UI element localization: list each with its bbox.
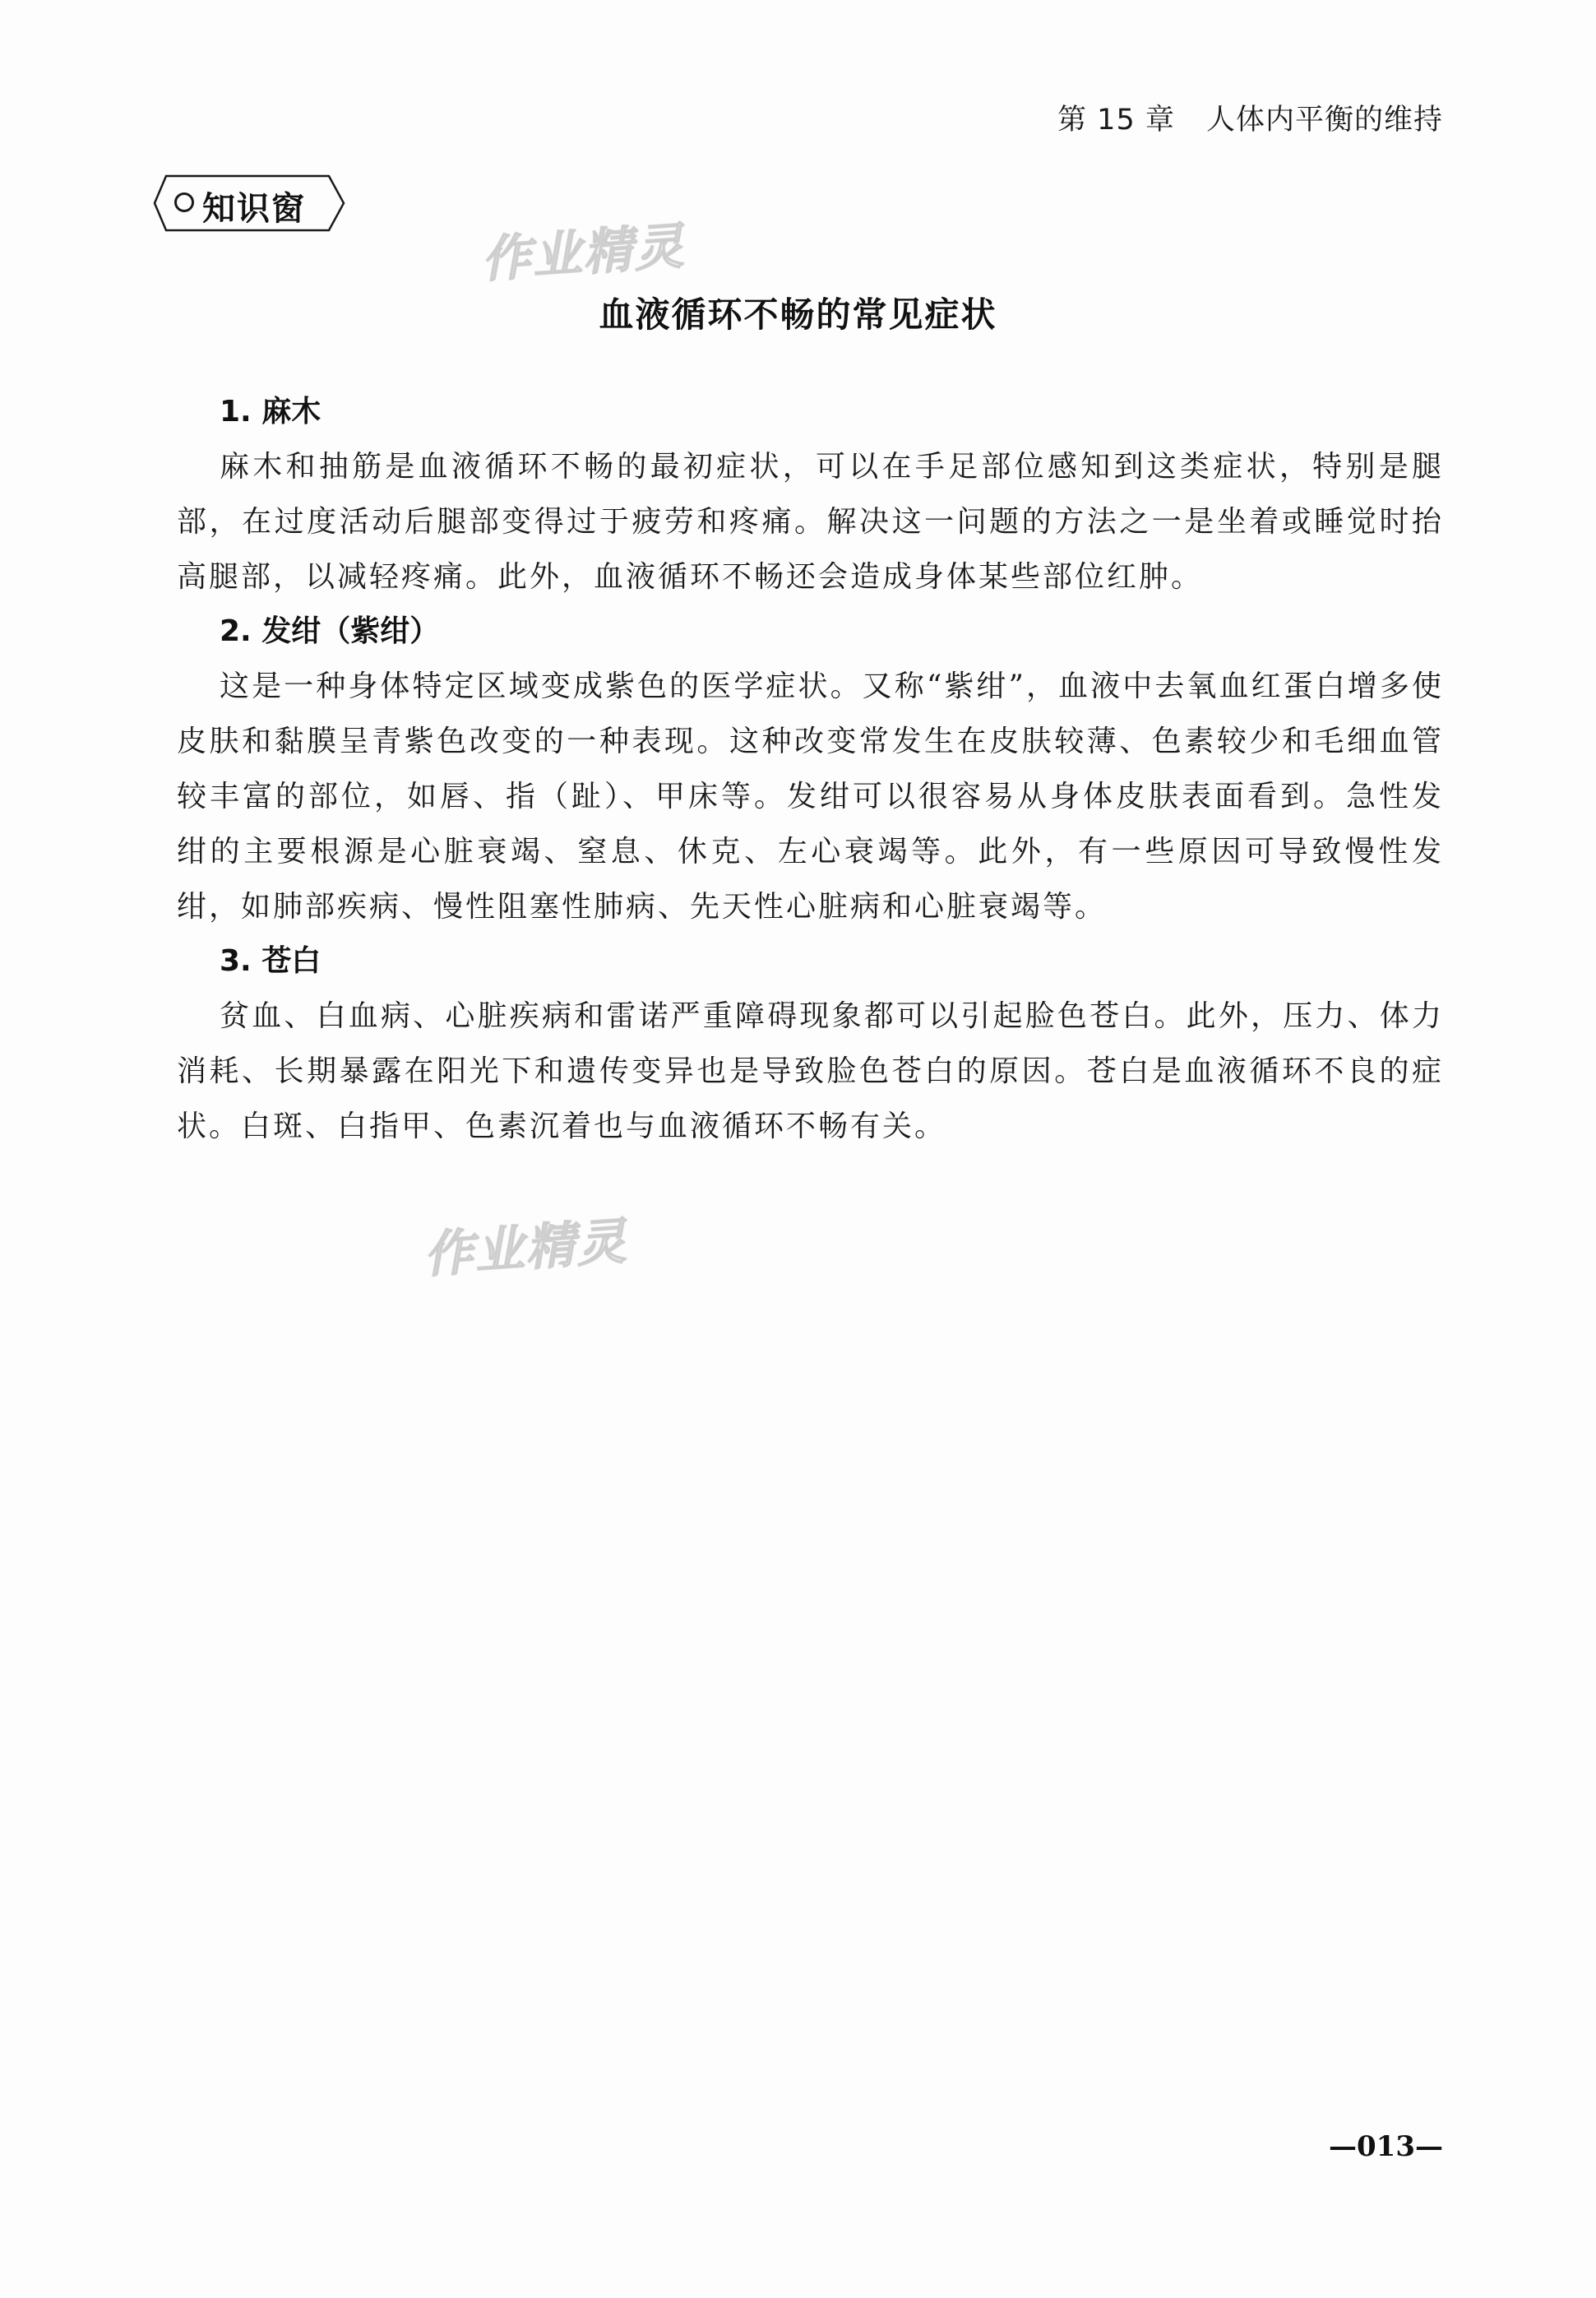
article-title: 血液循环不畅的常见症状 bbox=[599, 294, 997, 335]
article-body bbox=[177, 385, 1444, 1154]
section-heading: 3. 苍白 bbox=[220, 944, 322, 978]
section-heading: 2. 发绀（紫绀） bbox=[220, 614, 440, 648]
section bbox=[177, 385, 1444, 605]
section-heading: 1. 麻木 bbox=[220, 395, 322, 429]
watermark: 作业精灵 bbox=[479, 217, 687, 290]
circle-icon bbox=[174, 192, 194, 212]
running-header bbox=[1057, 97, 1443, 138]
section bbox=[177, 934, 1444, 1154]
section-paragraph: 这是一种身体特定区域变成紫色的医学症状。又称“紫绀”，血液中去氧血红蛋白增多使皮肤和黏膜呈青紫色改变的一种表现。这种改变常发生在皮肤较薄、色素较少和毛细血管较丰富的部位，如唇、指（趾）、甲床等。发绀可以很容易从身体皮肤表面看到。急性发绀的主要根源是心脏衰竭、窒息、休克、左心衰竭等。此外，有一些原因可导致慢性发绀，如肺部疾病、慢性阻塞性肺病、先天性心脏病和心脏衰竭等。 bbox=[177, 669, 1444, 924]
section-paragraph: 麻木和抽筋是血液循环不畅的最初症状，可以在手足部位感知到这类症状，特别是腿部，在过度活动后腿部变得过于疲劳和疼痛。解决这一问题的方法之一是坐着或睡觉时抬高腿部，以减轻疼痛。此外，血液循环不畅还会造成身体某些部位红肿。 bbox=[177, 450, 1444, 594]
watermark: 作业精灵 bbox=[422, 1212, 630, 1285]
chapter-number: 第 15 章 bbox=[1057, 104, 1175, 137]
knowledge-window-badge bbox=[153, 174, 345, 232]
page-number: —013— bbox=[1329, 2130, 1443, 2163]
section bbox=[177, 605, 1444, 934]
badge-label: 知识窗 bbox=[202, 190, 306, 228]
chapter-title: 人体内平衡的维持 bbox=[1205, 104, 1443, 137]
section-paragraph: 贫血、白血病、心脏疾病和雷诺严重障碍现象都可以引起脸色苍白。此外，压力、体力消耗、长期暴露在阳光下和遗传变异也是导致脸色苍白的原因。苍白是血液循环不良的症状。白斑、白指甲、色素沉着也与血液循环不畅有关。 bbox=[177, 999, 1444, 1143]
